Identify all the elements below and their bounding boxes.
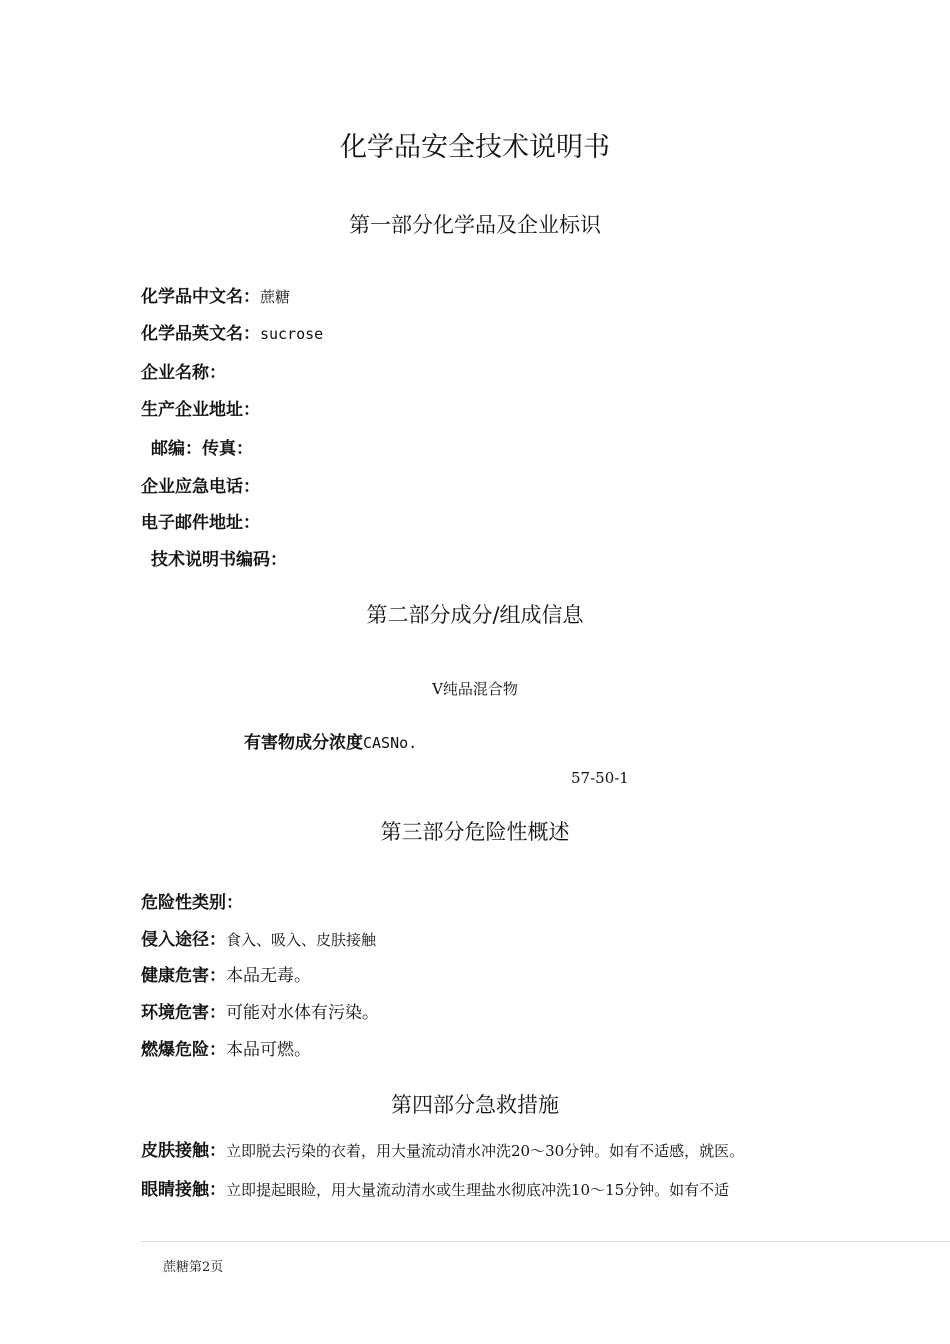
eye-row [141,1177,729,1203]
sds-code-row [151,547,287,573]
email-label: 电子邮件地址： [141,513,260,533]
en-name-label: 化学品英文名： [141,324,260,344]
email-row [141,510,260,536]
company-label: 企业名称： [141,363,226,383]
part2-heading: 第二部分成分/组成信息 [366,603,584,627]
document-title: 化学品安全技术说明书 [340,132,610,163]
hazard-class-label: 危险性类别： [141,893,243,913]
env-value: 可能对水体有污染。 [226,1003,379,1023]
company-row [141,360,226,386]
part1-heading: 第一部分化学品及企业标识 [349,213,601,237]
fire-row [141,1037,311,1063]
cn-name-row [141,284,290,310]
page-footer: 蔗糖第2页 [163,1260,224,1275]
skin-label: 皮肤接触： [141,1141,226,1161]
postcode-fax-label: 邮编：传真： [151,439,253,459]
postcode-fax-row [151,436,253,462]
env-label: 环境危害： [141,1003,226,1023]
eye-value: 立即提起眼睑，用大量流动清水或生理盐水彻底冲洗10〜15分钟。如有不适 [226,1181,730,1199]
route-value: 食入、吸入、皮肤接触 [226,931,377,949]
fire-value: 本品可燃。 [226,1040,311,1060]
part3-heading: 第三部分危险性概述 [380,820,570,844]
address-row [141,397,260,423]
en-name-row [141,321,323,347]
route-row [141,927,376,953]
cas-number: 57-50-1 [571,769,629,787]
components-label: 有害物成分浓度 [244,733,363,753]
part4-heading: 第四部分急救措施 [391,1093,559,1117]
en-name-value: sucrose [260,325,324,343]
sds-code-label: 技术说明书编码： [151,550,287,570]
health-value: 本品无毒。 [226,966,311,986]
emergency-phone-label: 企业应急电话： [141,477,260,497]
footer-divider [141,1241,950,1242]
skin-row [141,1138,744,1164]
address-label: 生产企业地址： [141,400,260,420]
health-label: 健康危害： [141,966,226,986]
hazard-class-row [141,890,243,916]
fire-label: 燃爆危险： [141,1040,226,1060]
cn-name-label: 化学品中文名： [141,287,260,307]
components-header [244,730,417,756]
cn-name-value: 蔗糖 [260,288,291,306]
emergency-phone-row [141,474,260,500]
components-cas-label: CASNo. [363,734,418,752]
route-label: 侵入途径： [141,930,226,950]
health-row [141,963,311,989]
eye-label: 眼睛接触： [141,1180,226,1200]
mixture-line: V纯品混合物 [432,680,518,698]
skin-value: 立即脱去污染的衣着，用大量流动清水冲洗20〜30分钟。如有不适感，就医。 [226,1142,745,1160]
env-row [141,1000,379,1026]
